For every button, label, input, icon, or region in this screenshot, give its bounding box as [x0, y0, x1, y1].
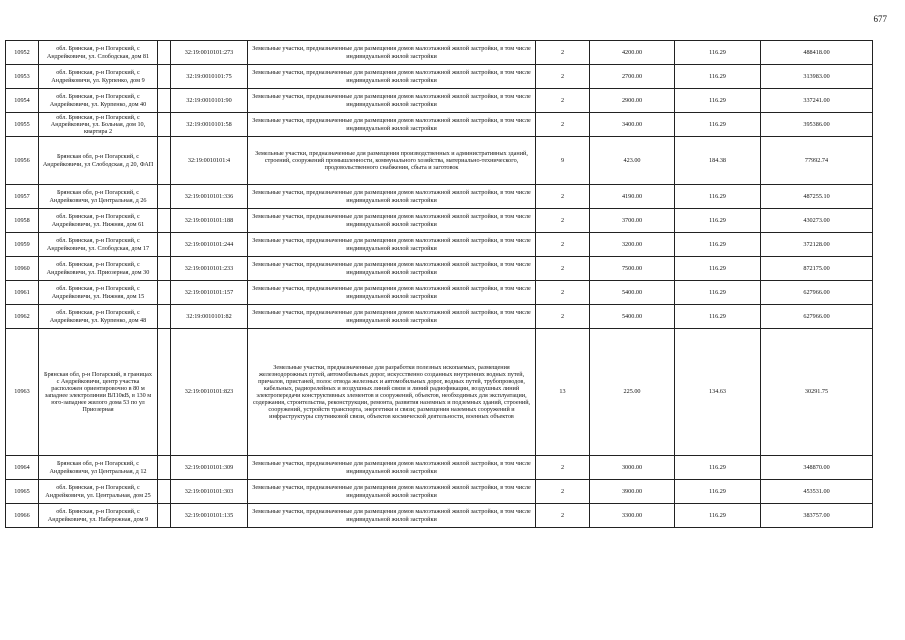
use-code-cell: 2 [536, 456, 590, 480]
cadastral-number-cell: 32:19:0010101:75 [171, 65, 248, 89]
column-gap [158, 329, 171, 456]
area-cell: 3900.00 [590, 480, 675, 504]
record-number-cell: 10965 [6, 480, 39, 504]
use-code-cell: 2 [536, 65, 590, 89]
column-gap [158, 233, 171, 257]
use-code-cell: 2 [536, 504, 590, 528]
record-number-cell: 10958 [6, 209, 39, 233]
column-gap [158, 41, 171, 65]
specific-value-cell: 116.29 [675, 305, 761, 329]
cadastral-number-cell: 32:19:0010101:244 [171, 233, 248, 257]
use-code-cell: 13 [536, 329, 590, 456]
address-cell: обл. Брянская, р-н Погарский, с Андрейковичи, ул. Набережная, дом 9 [39, 504, 158, 528]
cadastral-value-cell: 77992.74 [761, 137, 873, 185]
table-row [6, 329, 873, 456]
use-code-cell: 2 [536, 113, 590, 137]
specific-value-cell: 116.29 [675, 89, 761, 113]
table-row [6, 89, 873, 113]
use-code-cell: 2 [536, 281, 590, 305]
address-cell: Брянская обл, р-н Погарский, с Андрейковичи, ул Центральная, д 12 [39, 456, 158, 480]
address-cell: обл. Брянская, р-н Погарский, с Андрейковичи, ул. Нижняя, дом 15 [39, 281, 158, 305]
use-code-cell: 2 [536, 41, 590, 65]
cadastral-value-cell: 30291.75 [761, 329, 873, 456]
cadastral-number-cell: 32:19:0010101:90 [171, 89, 248, 113]
area-cell: 3200.00 [590, 233, 675, 257]
column-gap [158, 504, 171, 528]
area-cell: 5400.00 [590, 305, 675, 329]
address-cell: обл. Брянская, р-н Погарский, с Андрейковичи, ул. Курпенко, дом 9 [39, 65, 158, 89]
use-code-cell: 2 [536, 89, 590, 113]
record-number-cell: 10966 [6, 504, 39, 528]
record-number-cell: 10953 [6, 65, 39, 89]
area-cell: 3000.00 [590, 456, 675, 480]
area-cell: 7500.00 [590, 257, 675, 281]
area-cell: 2900.00 [590, 89, 675, 113]
cadastral-number-cell: 32:19:0010101:273 [171, 41, 248, 65]
land-use-cell: Земельные участки, предназначенные для размещения домов малоэтажной жилой застройки, в том числе индивидуальной жилой застройки [248, 41, 536, 65]
table-row [6, 65, 873, 89]
cadastral-number-cell: 32:19:0010101:82 [171, 305, 248, 329]
address-cell: обл. Брянская, р-н Погарский, с Андрейковичи, ул. Курпенко, дом 40 [39, 89, 158, 113]
specific-value-cell: 116.29 [675, 209, 761, 233]
specific-value-cell: 116.29 [675, 233, 761, 257]
record-number-cell: 10957 [6, 185, 39, 209]
cadastral-number-cell: 32:19:0010101:58 [171, 113, 248, 137]
cadastral-value-cell: 383757.00 [761, 504, 873, 528]
column-gap [158, 185, 171, 209]
cadastral-number-cell: 32:19:0010101:4 [171, 137, 248, 185]
table-row [6, 281, 873, 305]
use-code-cell: 2 [536, 233, 590, 257]
record-number-cell: 10959 [6, 233, 39, 257]
record-number-cell: 10954 [6, 89, 39, 113]
area-cell: 4200.00 [590, 41, 675, 65]
table-row [6, 257, 873, 281]
record-number-cell: 10952 [6, 41, 39, 65]
cadastral-number-cell: 32:19:0010101:336 [171, 185, 248, 209]
cadastral-number-cell: 32:19:0010101:309 [171, 456, 248, 480]
land-use-cell: Земельные участки, предназначенные для размещения домов малоэтажной жилой застройки, в том числе индивидуальной жилой застройки [248, 89, 536, 113]
land-registry-table [5, 40, 873, 528]
table-row [6, 480, 873, 504]
area-cell: 3700.00 [590, 209, 675, 233]
area-cell: 3400.00 [590, 113, 675, 137]
land-use-cell: Земельные участки, предназначенные для размещения домов малоэтажной жилой застройки, в том числе индивидуальной жилой застройки [248, 480, 536, 504]
address-cell: обл. Брянская, р-н Погарский, с Андрейковичи, ул. Слободская, дом 81 [39, 41, 158, 65]
column-gap [158, 65, 171, 89]
table-row [6, 233, 873, 257]
specific-value-cell: 116.29 [675, 257, 761, 281]
address-cell: обл. Брянская, р-н Погарский, с Андрейковичи, ул. Больная, дом 10, квартира 2 [39, 113, 158, 137]
cadastral-value-cell: 627966.00 [761, 305, 873, 329]
land-use-cell: Земельные участки, предназначенные для размещения домов малоэтажной жилой застройки, в том числе индивидуальной жилой застройки [248, 185, 536, 209]
land-use-cell: Земельные участки, предназначенные для размещения производственных и административных зданий, строений, сооружений промышленности, коммунального хозяйства, материально-технического, продовольственного снабжения, сбыта и заготовок [248, 137, 536, 185]
specific-value-cell: 116.29 [675, 456, 761, 480]
specific-value-cell: 116.29 [675, 281, 761, 305]
land-use-cell: Земельные участки, предназначенные для размещения домов малоэтажной жилой застройки, в том числе индивидуальной жилой застройки [248, 209, 536, 233]
area-cell: 5400.00 [590, 281, 675, 305]
table-row [6, 456, 873, 480]
table-row [6, 305, 873, 329]
land-use-cell: Земельные участки, предназначенные для размещения домов малоэтажной жилой застройки, в том числе индивидуальной жилой застройки [248, 305, 536, 329]
land-use-cell: Земельные участки, предназначенные для размещения домов малоэтажной жилой застройки, в том числе индивидуальной жилой застройки [248, 233, 536, 257]
table-row [6, 137, 873, 185]
record-number-cell: 10961 [6, 281, 39, 305]
page-number: 677 [873, 14, 887, 24]
land-use-cell: Земельные участки, предназначенные для разработки полезных ископаемых, размещения железнодорожных путей, автомобильных дорог, искусственно созданных внутренних водных путей, причалов, пристаней, полос отвода железных и автомобильных дорог, водных путей, трубопроводов, кабельных, радиорелейных и воздушных линий связи и линий радиофикации, воздушных линий электропередачи конструктивных элементов и сооружений, объектов, необходимых для эксплуатации, содержания, строительства, реконструкции, ремонта, развития наземных и подземных зданий, строений, сооружений, устройств транспорта, энергетики и связи; размещения наземных сооружений и инфраструктуры спутниковой связи, объектов космической деятельности, военных объектов [248, 329, 536, 456]
cadastral-value-cell: 337241.00 [761, 89, 873, 113]
record-number-cell: 10963 [6, 329, 39, 456]
cadastral-value-cell: 430273.00 [761, 209, 873, 233]
record-number-cell: 10964 [6, 456, 39, 480]
area-cell: 3300.00 [590, 504, 675, 528]
column-gap [158, 456, 171, 480]
use-code-cell: 2 [536, 305, 590, 329]
specific-value-cell: 116.29 [675, 113, 761, 137]
table-row [6, 209, 873, 233]
specific-value-cell: 116.29 [675, 504, 761, 528]
column-gap [158, 281, 171, 305]
land-use-cell: Земельные участки, предназначенные для размещения домов малоэтажной жилой застройки, в том числе индивидуальной жилой застройки [248, 456, 536, 480]
land-use-cell: Земельные участки, предназначенные для размещения домов малоэтажной жилой застройки, в том числе индивидуальной жилой застройки [248, 113, 536, 137]
area-cell: 225.00 [590, 329, 675, 456]
cadastral-number-cell: 32:19:0010101:135 [171, 504, 248, 528]
table-row [6, 113, 873, 137]
column-gap [158, 257, 171, 281]
land-use-cell: Земельные участки, предназначенные для размещения домов малоэтажной жилой застройки, в том числе индивидуальной жилой застройки [248, 281, 536, 305]
record-number-cell: 10962 [6, 305, 39, 329]
column-gap [158, 113, 171, 137]
address-cell: обл. Брянская, р-н Погарский, с Андрейковичи, ул. Слободская, дом 17 [39, 233, 158, 257]
cadastral-number-cell: 32:19:0010101:157 [171, 281, 248, 305]
area-cell: 4190.00 [590, 185, 675, 209]
cadastral-value-cell: 488418.00 [761, 41, 873, 65]
cadastral-number-cell: 32:19:0010101:823 [171, 329, 248, 456]
land-use-cell: Земельные участки, предназначенные для размещения домов малоэтажной жилой застройки, в том числе индивидуальной жилой застройки [248, 257, 536, 281]
specific-value-cell: 116.29 [675, 41, 761, 65]
cadastral-number-cell: 32:19:0010101:303 [171, 480, 248, 504]
area-cell: 423.00 [590, 137, 675, 185]
address-cell: Брянская обл, р-н Погарский, в границах с Андрейковичи, центр участка расположен ориентировочно в 80 м западнее электролинии ВЛ10кВ, в 130 м юго-западнее жилого дома 53 по ул Приозерная [39, 329, 158, 456]
column-gap [158, 89, 171, 113]
cadastral-value-cell: 313983.00 [761, 65, 873, 89]
use-code-cell: 2 [536, 257, 590, 281]
area-cell: 2700.00 [590, 65, 675, 89]
cadastral-value-cell: 487255.10 [761, 185, 873, 209]
cadastral-value-cell: 872175.00 [761, 257, 873, 281]
use-code-cell: 9 [536, 137, 590, 185]
column-gap [158, 137, 171, 185]
land-use-cell: Земельные участки, предназначенные для размещения домов малоэтажной жилой застройки, в том числе индивидуальной жилой застройки [248, 504, 536, 528]
table-row [6, 185, 873, 209]
specific-value-cell: 116.29 [675, 65, 761, 89]
cadastral-value-cell: 395386.00 [761, 113, 873, 137]
cadastral-number-cell: 32:19:0010101:233 [171, 257, 248, 281]
specific-value-cell: 184.38 [675, 137, 761, 185]
record-number-cell: 10955 [6, 113, 39, 137]
specific-value-cell: 116.29 [675, 480, 761, 504]
address-cell: обл. Брянская, р-н Погарский, с Андрейковичи, ул. Приозерная, дом 30 [39, 257, 158, 281]
column-gap [158, 209, 171, 233]
cadastral-value-cell: 348870.00 [761, 456, 873, 480]
table-body [6, 41, 873, 528]
address-cell: обл. Брянская, р-н Погарский, с Андрейковичи, ул. Курпенко, дом 48 [39, 305, 158, 329]
table-row [6, 504, 873, 528]
cadastral-value-cell: 627966.00 [761, 281, 873, 305]
specific-value-cell: 116.29 [675, 185, 761, 209]
address-cell: Брянская обл, р-н Погарский, с Андрейковичи, ул Слободская, д 20, ФАП [39, 137, 158, 185]
column-gap [158, 305, 171, 329]
column-gap [158, 480, 171, 504]
record-number-cell: 10956 [6, 137, 39, 185]
land-use-cell: Земельные участки, предназначенные для размещения домов малоэтажной жилой застройки, в том числе индивидуальной жилой застройки [248, 65, 536, 89]
cadastral-value-cell: 372128.00 [761, 233, 873, 257]
table-row [6, 41, 873, 65]
address-cell: обл. Брянская, р-н Погарский, с Андрейковичи, ул. Нижняя, дом 61 [39, 209, 158, 233]
use-code-cell: 2 [536, 480, 590, 504]
cadastral-value-cell: 453531.00 [761, 480, 873, 504]
use-code-cell: 2 [536, 185, 590, 209]
specific-value-cell: 134.63 [675, 329, 761, 456]
address-cell: Брянская обл, р-н Погарский, с Андрейковичи, ул Центральная, д 26 [39, 185, 158, 209]
use-code-cell: 2 [536, 209, 590, 233]
record-number-cell: 10960 [6, 257, 39, 281]
cadastral-number-cell: 32:19:0010101:188 [171, 209, 248, 233]
address-cell: обл. Брянская, р-н Погарский, с Андрейковичи, ул. Центральная, дом 25 [39, 480, 158, 504]
